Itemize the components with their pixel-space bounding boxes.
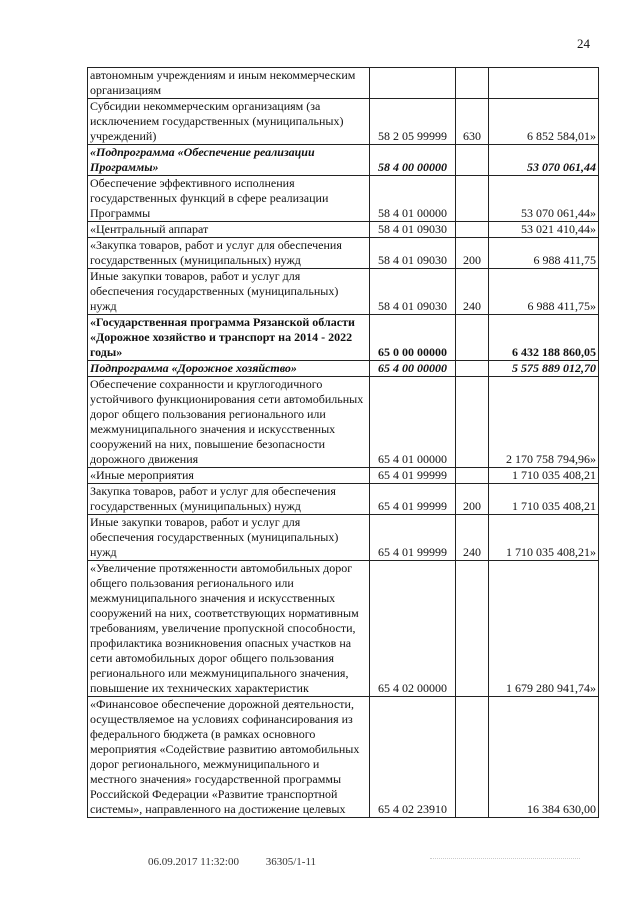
row-name-cell: «Финансовое обеспечение дорожной деятельности, осуществляемое на условиях софинансирования из федерального бюджета (в рамках основного мероприятия «Содействие развитию автомобильных дорог регионального, межмуниципального и местного значения» государственной программы Российской Федерации «Развитие транспортной системы», направленного на достижение целевых — [88, 697, 370, 818]
row-code-cell: 65 0 00 00000 — [370, 315, 456, 361]
row-type-cell — [456, 145, 489, 176]
row-code-cell: 58 2 05 99999 — [370, 99, 456, 145]
table-row — [88, 222, 599, 238]
row-code-cell: 65 4 01 99999 — [370, 484, 456, 515]
row-type-cell: 200 — [456, 238, 489, 269]
table-row — [88, 99, 599, 145]
table-row — [88, 176, 599, 222]
row-code-cell: 58 4 01 00000 — [370, 176, 456, 222]
row-sum-cell: 53 070 061,44 — [489, 145, 599, 176]
row-sum-cell: 5 575 889 012,70 — [489, 361, 599, 377]
row-sum-cell: 6 852 584,01» — [489, 99, 599, 145]
table-row — [88, 68, 599, 99]
table-row — [88, 377, 599, 468]
row-name-cell: Подпрограмма «Дорожное хозяйство» — [88, 361, 370, 377]
table-row — [88, 315, 599, 361]
table-row — [88, 238, 599, 269]
row-code-cell: 58 4 00 00000 — [370, 145, 456, 176]
row-type-cell — [456, 176, 489, 222]
table-row — [88, 484, 599, 515]
row-code-cell: 65 4 02 00000 — [370, 561, 456, 697]
row-name-cell: Обеспечение сохранности и круглогодичного устойчивого функционирования сети автомобильных дорог общего пользования регионального или межмуниципального значения и искусственных сооружений на них, повышение безопасности дорожного движения — [88, 377, 370, 468]
row-name-cell: Иные закупки товаров, работ и услуг для обеспечения государственных (муниципальных) нужд — [88, 515, 370, 561]
page-number: 24 — [577, 36, 590, 51]
row-name-cell: Закупка товаров, работ и услуг для обеспечения государственных (муниципальных) нужд — [88, 484, 370, 515]
table-row — [88, 697, 599, 818]
row-code-cell: 58 4 01 09030 — [370, 222, 456, 238]
row-type-cell — [456, 222, 489, 238]
row-code-cell: 65 4 00 00000 — [370, 361, 456, 377]
row-name-cell: «Государственная программа Рязанской области «Дорожное хозяйство и транспорт на 2014 - 2022 годы» — [88, 315, 370, 361]
row-code-cell: 65 4 01 00000 — [370, 377, 456, 468]
row-code-cell: 65 4 01 99999 — [370, 468, 456, 484]
faint-stamp-mark — [430, 858, 580, 867]
row-sum-cell: 1 710 035 408,21» — [489, 515, 599, 561]
row-name-cell: «Закупка товаров, работ и услуг для обеспечения государственных (муниципальных) нужд — [88, 238, 370, 269]
row-type-cell — [456, 468, 489, 484]
row-type-cell — [456, 377, 489, 468]
row-name-cell: Иные закупки товаров, работ и услуг для обеспечения государственных (муниципальных) нужд — [88, 269, 370, 315]
footer-doc-id: 36305/1-11 — [265, 856, 317, 868]
row-sum-cell: 6 988 411,75» — [489, 269, 599, 315]
table-row — [88, 468, 599, 484]
budget-table — [87, 67, 599, 818]
row-name-cell: «Иные мероприятия — [88, 468, 370, 484]
row-type-cell — [456, 315, 489, 361]
table-row — [88, 361, 599, 377]
row-sum-cell: 53 070 061,44» — [489, 176, 599, 222]
footer — [148, 856, 340, 868]
row-code-cell — [370, 68, 456, 99]
row-sum-cell: 6 432 188 860,05 — [489, 315, 599, 361]
row-name-cell: «Центральный аппарат — [88, 222, 370, 238]
row-sum-cell: 1 679 280 941,74» — [489, 561, 599, 697]
row-type-cell — [456, 68, 489, 99]
row-name-cell: «Увеличение протяженности автомобильных дорог общего пользования регионального или межмуниципального значения и искусственных сооружений на них, соответствующих нормативным требованиям, увеличение пропускной способности, профилактика возникновения опасных участков на сети автомобильных дорог общего пользования регионального или межмуниципального значения, повышение их технических характеристик — [88, 561, 370, 697]
row-name-cell: «Подпрограмма «Обеспечение реализации Программы» — [88, 145, 370, 176]
row-sum-cell: 6 988 411,75 — [489, 238, 599, 269]
row-sum-cell: 2 170 758 794,96» — [489, 377, 599, 468]
footer-date: 06.09.2017 11:32:00 — [148, 856, 239, 868]
row-type-cell — [456, 361, 489, 377]
table-row — [88, 515, 599, 561]
row-sum-cell: 1 710 035 408,21 — [489, 484, 599, 515]
row-type-cell — [456, 697, 489, 818]
row-code-cell: 65 4 02 23910 — [370, 697, 456, 818]
row-sum-cell: 53 021 410,44» — [489, 222, 599, 238]
row-code-cell: 65 4 01 99999 — [370, 515, 456, 561]
row-type-cell: 240 — [456, 269, 489, 315]
row-sum-cell: 1 710 035 408,21 — [489, 468, 599, 484]
row-type-cell: 630 — [456, 99, 489, 145]
row-sum-cell — [489, 68, 599, 99]
row-name-cell: автономным учреждениям и иным некоммерческим организациям — [88, 68, 370, 99]
row-sum-cell: 16 384 630,00 — [489, 697, 599, 818]
row-name-cell: Субсидии некоммерческим организациям (за исключением государственных (муниципальных) учреждений) — [88, 99, 370, 145]
table-row — [88, 561, 599, 697]
row-type-cell: 240 — [456, 515, 489, 561]
row-code-cell: 58 4 01 09030 — [370, 238, 456, 269]
row-name-cell: Обеспечение эффективного исполнения государственных функций в сфере реализации Программы — [88, 176, 370, 222]
table-row — [88, 269, 599, 315]
budget-table-body — [88, 68, 599, 818]
table-row — [88, 145, 599, 176]
row-type-cell: 200 — [456, 484, 489, 515]
row-type-cell — [456, 561, 489, 697]
row-code-cell: 58 4 01 09030 — [370, 269, 456, 315]
